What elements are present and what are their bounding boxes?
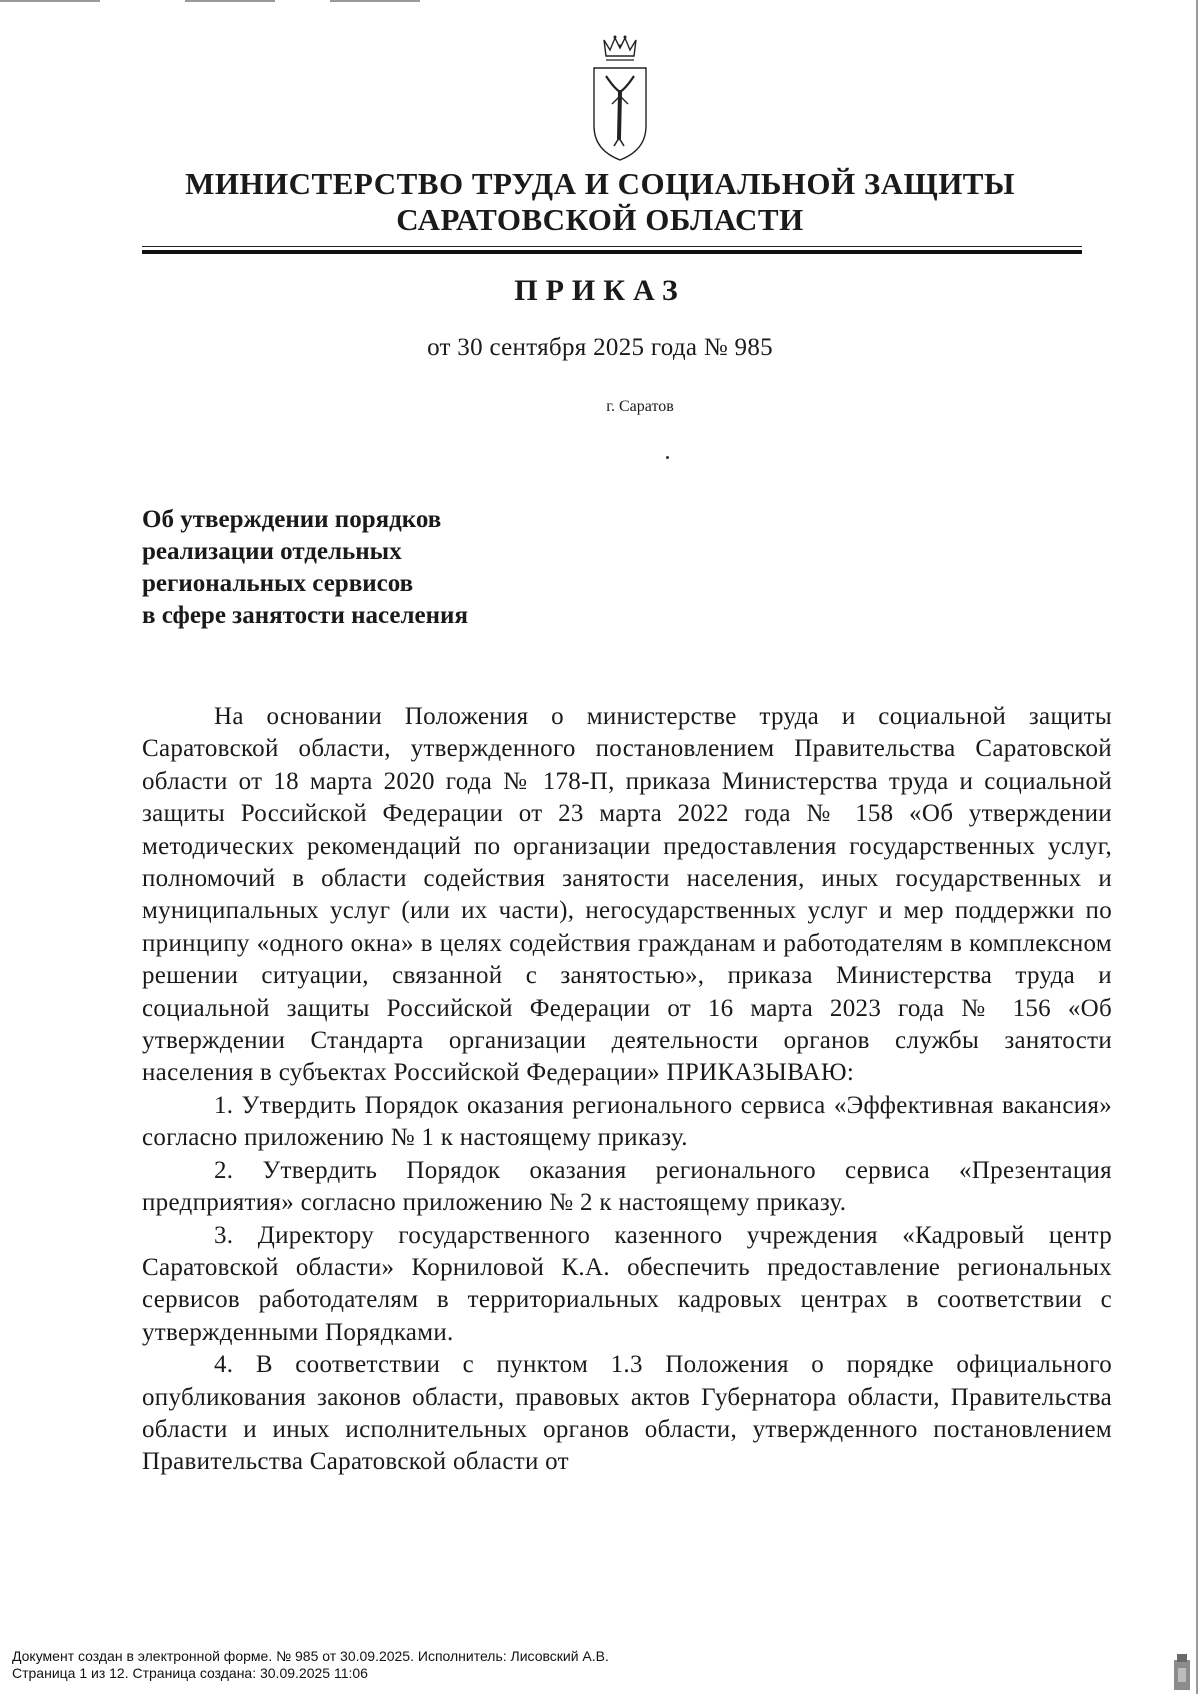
order-item-3: 3. Директору государственного казенного учреждения «Кадровый центр Саратовской области» Корниловой К.А. обеспечить предоставление региональных сервисов работодателям в территориальных кадровых центрах в соответствии с утвержденными Порядками.	[142, 1221, 1112, 1346]
header-divider-thin	[142, 246, 1082, 247]
order-date-number: от 30 сентября 2025 года № 985	[427, 334, 773, 361]
subject-line: Об утверждении порядков	[142, 506, 442, 533]
order-body	[142, 701, 1112, 1479]
footer-line-page: Страница 1 из 12. Страница создана: 30.09.2025 11:06	[12, 1665, 368, 1681]
order-item-2: 2. Утвердить Порядок оказания регионального сервиса «Презентация предприятия» согласно приложению № 2 к настоящему приказу.	[142, 1156, 1112, 1217]
preamble-paragraph: На основании Положения о министерстве труда и социальной защиты Саратовской области, утвержденного постановлением Правительства Саратовской области от 18 марта 2020 года № 178-П, приказа Министерства труда и социальной защиты Российской Федерации от 23 марта 2022 года № 158 «Об утверждении методических рекомендаций по организации предоставления государственных услуг, полномочий в области содействия занятости населения, иных государственных и муниципальных услуг (или их части), негосударственных услуг и мер поддержки по принципу «одного окна» в целях содействия гражданам и работодателям в комплексном решении ситуации, связанной с занятостью», приказа Министерства труда и социальной защиты Российской Федерации от 16 марта 2023 года № 156 «Об утверждении Стандарта организации деятельности органов службы занятости населения в субъектах Российской Федерации» ПРИКАЗЫВАЮ:	[142, 703, 1112, 1087]
footer-line-creation: Документ создан в электронной форме. № 985 от 30.09.2025. Исполнитель: Лисовский А.В.	[12, 1648, 609, 1664]
scan-edge-mark	[0, 0, 100, 2]
document-stamp-icon	[1172, 1652, 1192, 1692]
saratov-coat-of-arms-icon	[590, 34, 650, 162]
ministry-name-line2: САРАТОВСКОЙ ОБЛАСТИ	[396, 202, 804, 237]
order-item-4: 4. В соответствии с пунктом 1.3 Положения о порядке официального опубликования законов области, правовых актов Губернатора области, Правительства области и иных исполнительных органов области, утвержденного постановлением Правительства Саратовской области от	[142, 1351, 1112, 1476]
subject-line: региональных сервисов	[142, 570, 414, 597]
subject-line: в сфере занятости населения	[142, 602, 468, 629]
header-divider-thick	[142, 250, 1082, 254]
scan-speck	[666, 456, 669, 459]
order-item-1: 1. Утвердить Порядок оказания регионального сервиса «Эффективная вакансия» согласно приложению № 1 к настоящему приказу.	[142, 1091, 1112, 1152]
scan-edge-mark	[330, 0, 420, 2]
scan-edge-mark	[185, 0, 275, 2]
electronic-document-footer	[12, 1648, 609, 1682]
document-type-title: ПРИКАЗ	[514, 274, 686, 307]
order-subject	[142, 504, 468, 632]
order-city: г. Саратов	[606, 398, 674, 415]
subject-line: реализации отдельных	[142, 538, 402, 565]
ministry-name-line1: МИНИСТЕРСТВО ТРУДА И СОЦИАЛЬНОЙ ЗАЩИТЫ	[185, 166, 1015, 201]
